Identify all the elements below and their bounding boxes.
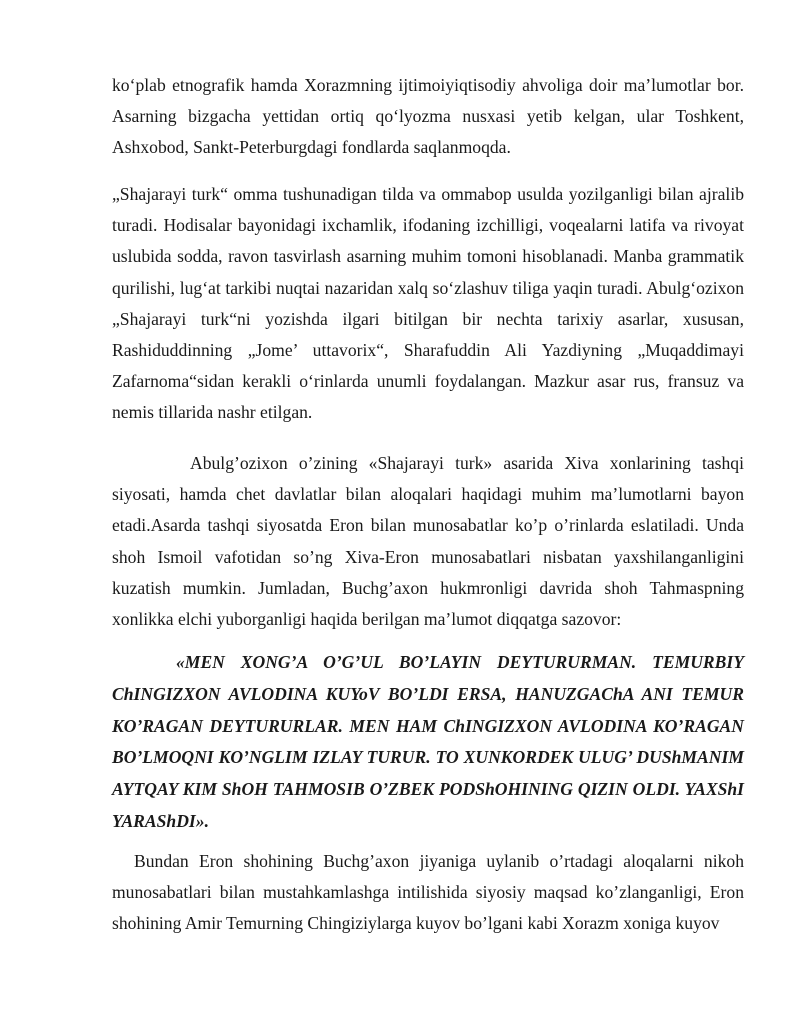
paragraph-conclusion: Bundan Eron shohining Buchg’axon jiyaniga uylanib o’rtadagi aloqalarni nikoh munosabatlari bilan mustahkamlashga intilishida siyosiy maqsad ko’zlanganligi, Eron shohining Amir Temurning Chingiziylarga kuyov bo’lgani kabi Xorazm xoniga kuyov	[112, 851, 744, 934]
paragraph-language-style: „Shajarayi turk“ omma tushunadigan tilda va ommabop usulda yozilganligi bilan ajralib turadi. Hodisalar bayonidagi ixchamlik, ifodaning izchilligi, voqealarni latifa va rivoyat uslubida sodda, ravon tasvirlash asarning muhim tomoni hisoblanadi. Manba grammatik qurilishi, lug‘at tarkibi nuqtai nazaridan xalq so‘zlashuv tiliga yaqin turadi. Abulg‘ozixon „Shajarayi turk“ni yozishda ilgari bitilgan bir nechta tarixiy asarlar, xususan, Rashiduddinning „Jome’ uttavorix“, Sharafuddin Ali Yazdiyning „Muqaddimayi Zafarnoma“sidan kerakli o‘rinlarda unumli foydalangan. Mazkur asar rus, fransuz va nemis tillarida nashr etilgan.	[112, 184, 744, 423]
paragraph-manuscripts: ko‘plab etnografik hamda Xorazmning ijtimoiyiqtisodiy ahvoliga doir ma’lumotlar bor. Asarning bizgacha yettidan ortiq qo‘lyozma nusxasi yetib kelgan, ular Toshkent, Ashxobod, Sankt-Peterburgdagi fondlarda saqlanmoqda.	[112, 75, 744, 158]
paragraph-quotation: «MEN XONG’A O’G’UL BO’LAYIN DEYTURURMAN. TEMURBIY ChINGIZXON AVLODINA KUYoV BO’LDI ERSA, HANUZGAChA ANI TEMUR KO’RAGAN DEYTURURLAR. MEN HAM ChINGIZXON AVLODINA KO’RAGAN BO’LMOQNI KO’NGLIM IZLAY TURUR. TO XUNKORDEK ULUG’ DUShMANIM AYTQAY KIM ShOH TAHMOSIB O’ZBEK PODShOHINING QIZIN OLDI. YAXShI YARAShDI».	[112, 652, 744, 831]
paragraph-foreign-policy: Abulg’ozixon o’zining «Shajarayi turk» asarida Xiva xonlarining tashqi siyosati, hamda chet davlatlar bilan aloqalari haqidagi muhim ma’lumotlarni bayon etadi.Asarda tashqi siyosatda Eron bilan munosabatlar ko’p o’rinlarda eslatiladi. Unda shoh Ismoil vafotidan so’ng Xiva-Eron munosabatlari nisbatan yaxshilanganligini kuzatish mumkin. Jumladan, Buchg’axon hukmronligi davrida shoh Tahmaspning xonlikka elchi yuborganligi haqida berilgan ma’lumot diqqatga sazovor:	[112, 453, 744, 630]
